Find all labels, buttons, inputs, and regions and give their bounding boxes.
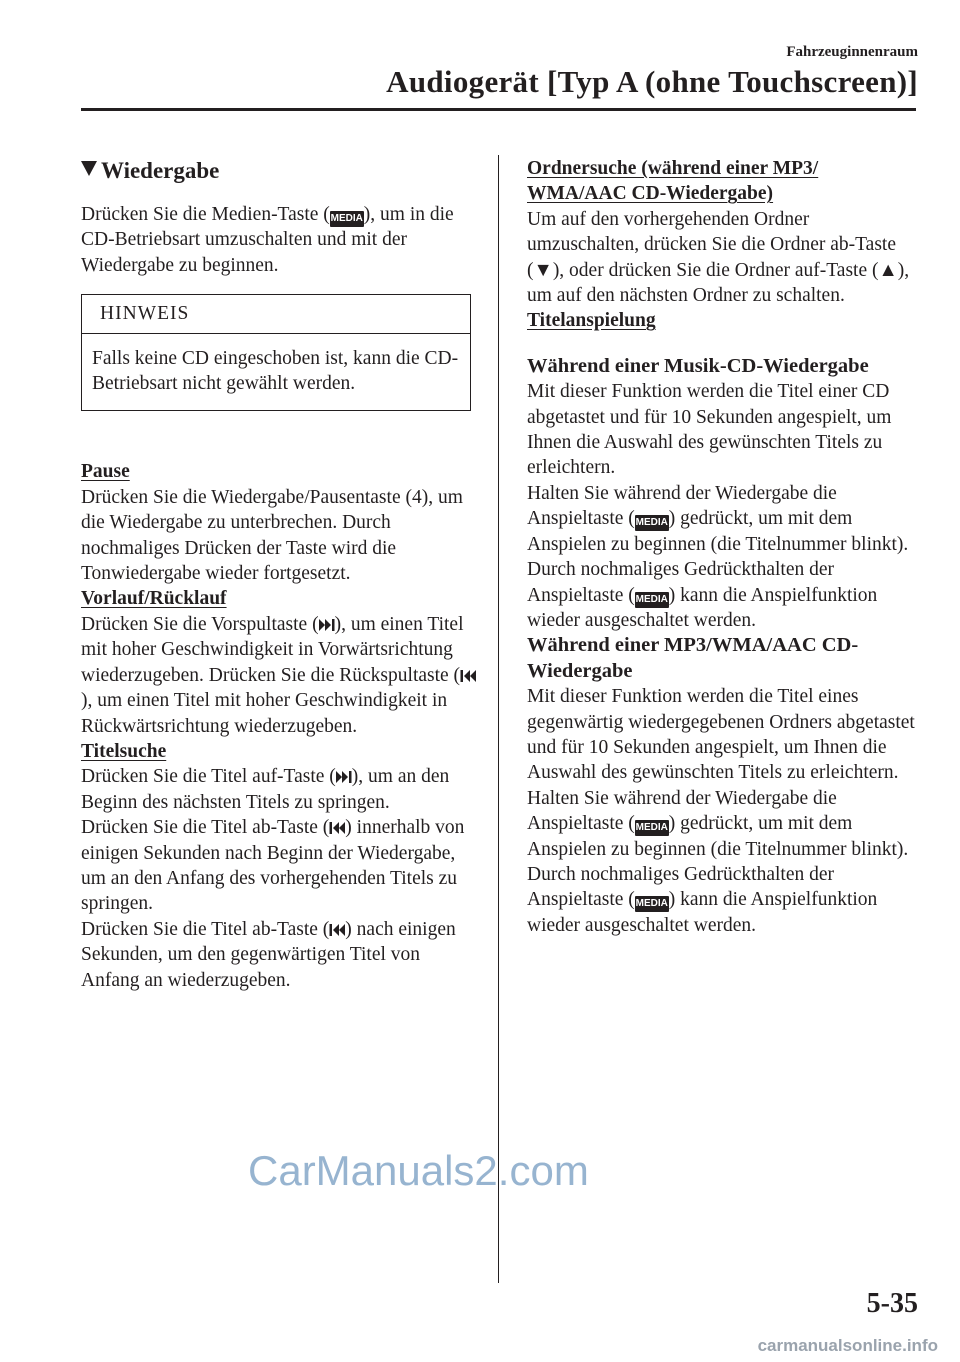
folder-up-icon: ▲ [878, 259, 898, 281]
ordnersuche-paragraph [527, 207, 922, 309]
titelanspielung-heading: Titelanspielung [527, 310, 656, 332]
track-up-icon [336, 770, 352, 784]
media-button-icon: MEDIA [635, 515, 669, 531]
wiedergabe-heading [81, 156, 481, 186]
musik-cd-heading: Während einer Musik-CD-Wiedergabe [527, 354, 869, 377]
vorlauf-paragraph [81, 612, 481, 739]
text-run: ), um in die CD-Betriebsart umzuschalten und mit der Wiedergabe zu beginnen. [81, 204, 454, 276]
triangle-bullet-icon [81, 161, 97, 176]
media-button-icon: MEDIA [635, 820, 669, 836]
text-run: Durch nochmaliges Gedrückthalten der Anspieltaste ( [527, 863, 835, 911]
track-down-icon [329, 821, 345, 835]
vorlauf-heading: Vorlauf/Rücklauf [81, 588, 227, 610]
text-run: ) kann die Anspielfunktion wieder ausgeschaltet werden. [527, 584, 878, 631]
text-run: Um auf den vorhergehenden Ordner umzuschalten, drücken Sie die Ordner ab-Taste ( [527, 208, 896, 281]
media-button-icon: MEDIA [330, 211, 364, 227]
watermark-text: CarManuals2.com [248, 1147, 589, 1194]
pause-heading: Pause [81, 461, 130, 483]
seek-forward-icon [319, 618, 335, 632]
track-down-icon [329, 923, 345, 937]
mp3-cd-paragraph [527, 684, 922, 938]
titelsuche-heading: Titelsuche [81, 740, 167, 762]
chapter-title: Audiogerät [Typ A (ohne Touchscreen)] [386, 64, 918, 99]
text-run: ), oder drücken Sie die Ordner auf-Taste ( [552, 259, 879, 281]
section-label: Fahrzeuginnenraum [786, 44, 918, 60]
ordnersuche-heading: Ordnersuche (während einer MP3/ WMA/AAC CD-Wiedergabe) [527, 158, 819, 205]
note-box [81, 294, 471, 411]
text-run: ), um auf den nächsten Ordner zu schalten. [527, 259, 910, 307]
header-rule [81, 108, 916, 111]
folder-down-icon: ▼ [533, 259, 553, 281]
left-column [81, 156, 481, 993]
text-run: Drücken Sie die Titel ab-Taste ( [81, 918, 330, 940]
page-number: 5-35 [866, 1288, 918, 1319]
note-text: Falls keine CD eingeschoben ist, kann die CD-Betriebsart nicht gewählt werden. [92, 347, 459, 395]
wiedergabe-heading-text: Wiedergabe [101, 158, 220, 183]
text-run: ), um einen Titel mit hoher Geschwindigkeit in Rückwärtsrichtung wiederzugeben. [81, 690, 448, 737]
right-column [527, 156, 922, 938]
text-run: Drücken Sie die Vorspultaste ( [81, 613, 319, 635]
text-run: Drücken Sie die Titel auf-Taste ( [81, 766, 336, 788]
text-run: Drücken Sie die Medien-Taste ( [81, 204, 330, 225]
text-run: Mit dieser Funktion werden die Titel einer CD abgetastet und für 10 Sekunden angespielt, um Ihnen die Auswahl des gewünschten Titels zu erleichtern. [527, 381, 892, 479]
text-run: ) gedrückt, um mit dem Anspielen zu beginnen (die Titelnummer blinkt). [527, 813, 909, 860]
text-run: Drücken Sie die Titel ab-Taste ( [81, 817, 330, 839]
text-run: Mit dieser Funktion werden die Titel eines gegenwärtig wiedergegebenen Ordners abgetastet und für 10 Sekunden angespielt, um Ihnen die Auswahl des gewünschten Titels zu erleichtern. Halten Sie während der Wiedergabe die Anspieltaste ( [527, 686, 915, 835]
text-run: ), um an den Beginn des nächsten Titels zu springen. [81, 766, 450, 813]
wiedergabe-paragraph [81, 202, 481, 278]
seek-backward-icon [460, 669, 476, 683]
text-run: ) nach einigen Sekunden, um den gegenwärtigen Titel von Anfang an wiederzugeben. [81, 918, 456, 991]
text-run: ) kann die Anspielfunktion wieder ausgeschaltet werden. [527, 889, 878, 936]
footer-site: carmanualsonline.info [757, 1336, 938, 1355]
text-run: Halten Sie während der Wiedergabe die Anspieltaste ( [527, 482, 837, 530]
text-run: ), um einen Titel mit hoher Geschwindigkeit in Vorwärtsrichtung wiederzugeben. Drücken Sie die Rückspultaste ( [81, 613, 464, 686]
media-button-icon: MEDIA [635, 592, 669, 608]
pause-paragraph: Drücken Sie die Wiedergabe/Pausentaste (4), um die Wiedergabe zu unterbrechen. Durch nochmaliges Drücken der Taste wird die Tonwiedergabe wieder fortgesetzt. [81, 486, 463, 585]
note-title: HINWEIS [82, 295, 470, 333]
musik-cd-paragraph [527, 379, 922, 633]
titelsuche-paragraph [81, 764, 481, 993]
text-run: ) gedrückt, um mit dem Anspielen zu beginnen (die Titelnummer blinkt). Durch nochmaliges Gedrückthalten der Anspieltaste ( [527, 508, 909, 606]
text-run: ) innerhalb von einigen Sekunden nach Beginn der Wiedergabe, um an den Anfang des vorhergehenden Titels zu springen. [81, 817, 465, 915]
column-divider [498, 155, 499, 1283]
mp3-cd-heading: Während einer MP3/WMA/AAC CD-Wiedergabe [527, 634, 859, 682]
media-button-icon: MEDIA [635, 896, 669, 912]
